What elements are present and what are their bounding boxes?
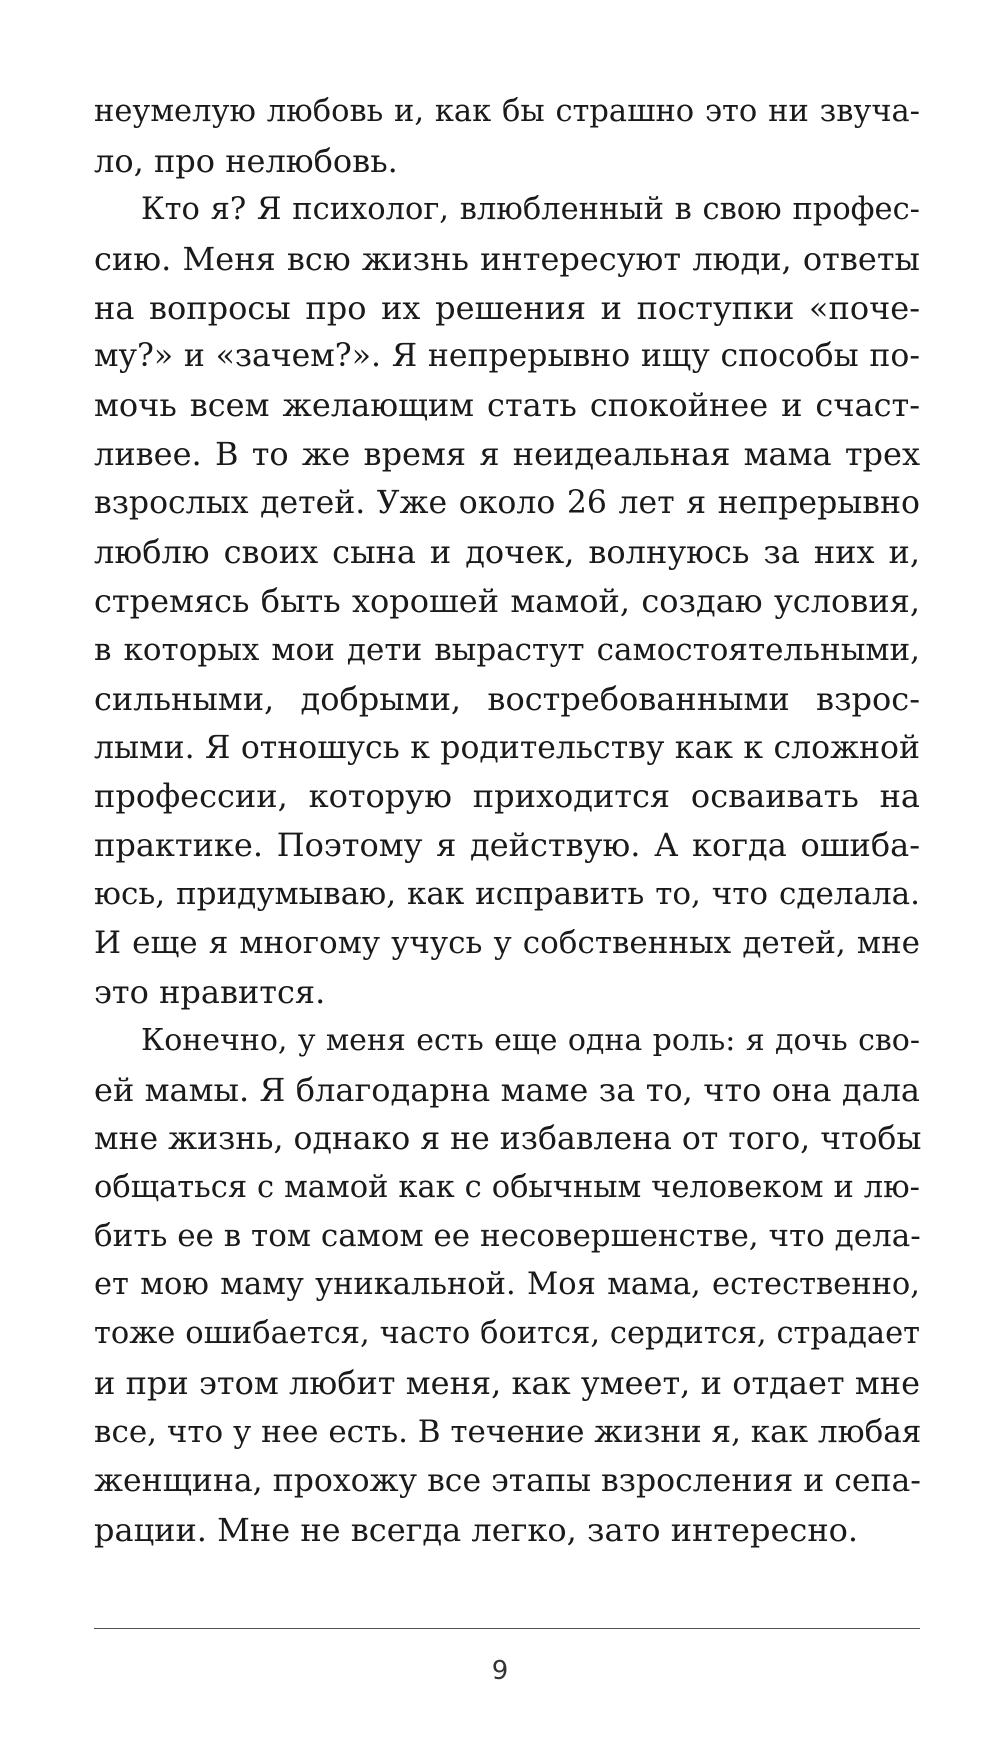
text-line: ей мамы. Я благодарна маме за то, что она дала [94,1070,920,1109]
text-line: люблю своих сына и дочек, волнуюсь за них и, [94,533,920,572]
text-line: мне жизнь, однако я не избавлена от того, чтобы [94,1120,922,1157]
text-line: сильными, добрыми, востребованными взрос- [94,679,920,718]
text-line: Конечно, у меня есть еще одна роль: я дочь сво- [141,1022,920,1058]
text-line: на вопросы про их решения и поступки «поче- [94,288,920,327]
text-line: И еще я многому учусь у собственных детей, мне [94,925,920,962]
text-line: стремясь быть хорошей мамой, создаю условия, [94,581,920,620]
text-line: юсь, придумываю, как исправить то, что сделала. [94,876,920,913]
footer-rule [94,1628,920,1629]
text-line: тоже ошибается, часто боится, сердится, страдает [94,1316,920,1352]
text-line: Кто я? Я психолог, влюбленный в свою профес- [141,191,920,227]
text-line: ет мою маму уникальной. Моя мама, естественно, [94,1267,920,1303]
text-line: профессии, которую приходится осваивать на [94,777,920,816]
text-line: женщина, прохожу все этапы взросления и сепа- [94,1462,921,1499]
text-line: ливее. В то же время я неидеальная мама трех [94,435,920,474]
body-text [94,88,920,1555]
text-line: му?» и «зачем?». Я непрерывно ищу способы по- [94,338,920,375]
text-line: сию. Меня всю жизнь интересуют люди, ответы [94,239,920,278]
text-line: все, что у нее есть. В течение жизни я, как любая [94,1414,922,1451]
text-line: лыми. Я отношусь к родительству как к сложной [94,729,920,766]
text-line: неумелую любовь и, как бы страшно это ни звуча- [94,94,920,129]
text-line: рации. Мне не всегда легко, зато интересно. [94,1510,859,1549]
page-number: 9 [491,1656,509,1686]
text-line: это нравится. [94,973,326,1012]
text-line: мочь всем желающим стать спокойнее и счаст- [94,386,920,425]
text-line: взрослых детей. Уже около 26 лет я непрерывно [94,485,920,522]
text-line: ло, про нелюбовь. [94,141,398,180]
text-line: общаться с мамой как с обычным человеком и лю- [94,1169,920,1205]
text-line: в которых мои дети вырастут самостоятельными, [94,631,920,668]
text-line: и при этом любит меня, как умеет, и отдает мне [94,1364,920,1403]
text-line: бить ее в том самом ее несовершенстве, что дела- [94,1218,921,1255]
text-line: практике. Поэтому я действую. А когда ошиба- [94,826,920,865]
